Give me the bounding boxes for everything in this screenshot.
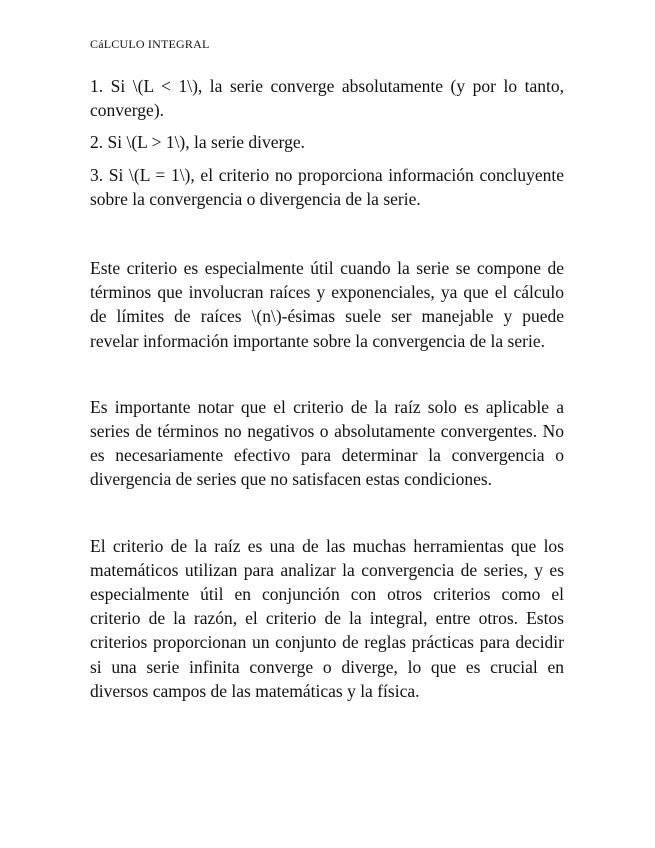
paragraph-1: Este criterio es especialmente útil cuando la serie se compone de términos que involucran raíces y exponenciales, ya que el cálculo de límites de raíces \(n\)-ésimas suele ser manejable y puede revelar información importante sobre la convergencia de la serie.: [90, 258, 564, 351]
list-item-3: 3. Si \(L = 1\), el criterio no proporciona información concluyente sobre la convergencia o divergencia de la serie.: [90, 164, 564, 209]
paragraph-2: Es importante notar que el criterio de la raíz solo es aplicable a series de términos no negativos o absolutamente convergentes. No es necesariamente efectivo para determinar la convergencia o divergencia de series que no satisfacen estas condiciones.: [90, 396, 564, 490]
running-header: CáLCULO INTEGRAL: [90, 37, 210, 51]
body-text: [90, 74, 564, 703]
list-item-1: 1. Si \(L < 1\), la serie converge absolutamente (y por lo tanto, converge).: [90, 76, 564, 121]
paragraph-3: El criterio de la raíz es una de las muchas herramientas que los matemáticos utilizan para analizar la convergencia de series, y es especialmente útil en conjunción con otros criterios como el criterio de la razón, el criterio de la integral, entre otros. Estos criterios proporcionan un conjunto de reglas prácticas para decidir si una serie infinita converge o diverge, lo que es crucial en diversos campos de las matemáticas y la física.: [90, 535, 564, 701]
list-item-2: 2. Si \(L > 1\), la serie diverge.: [90, 132, 305, 153]
